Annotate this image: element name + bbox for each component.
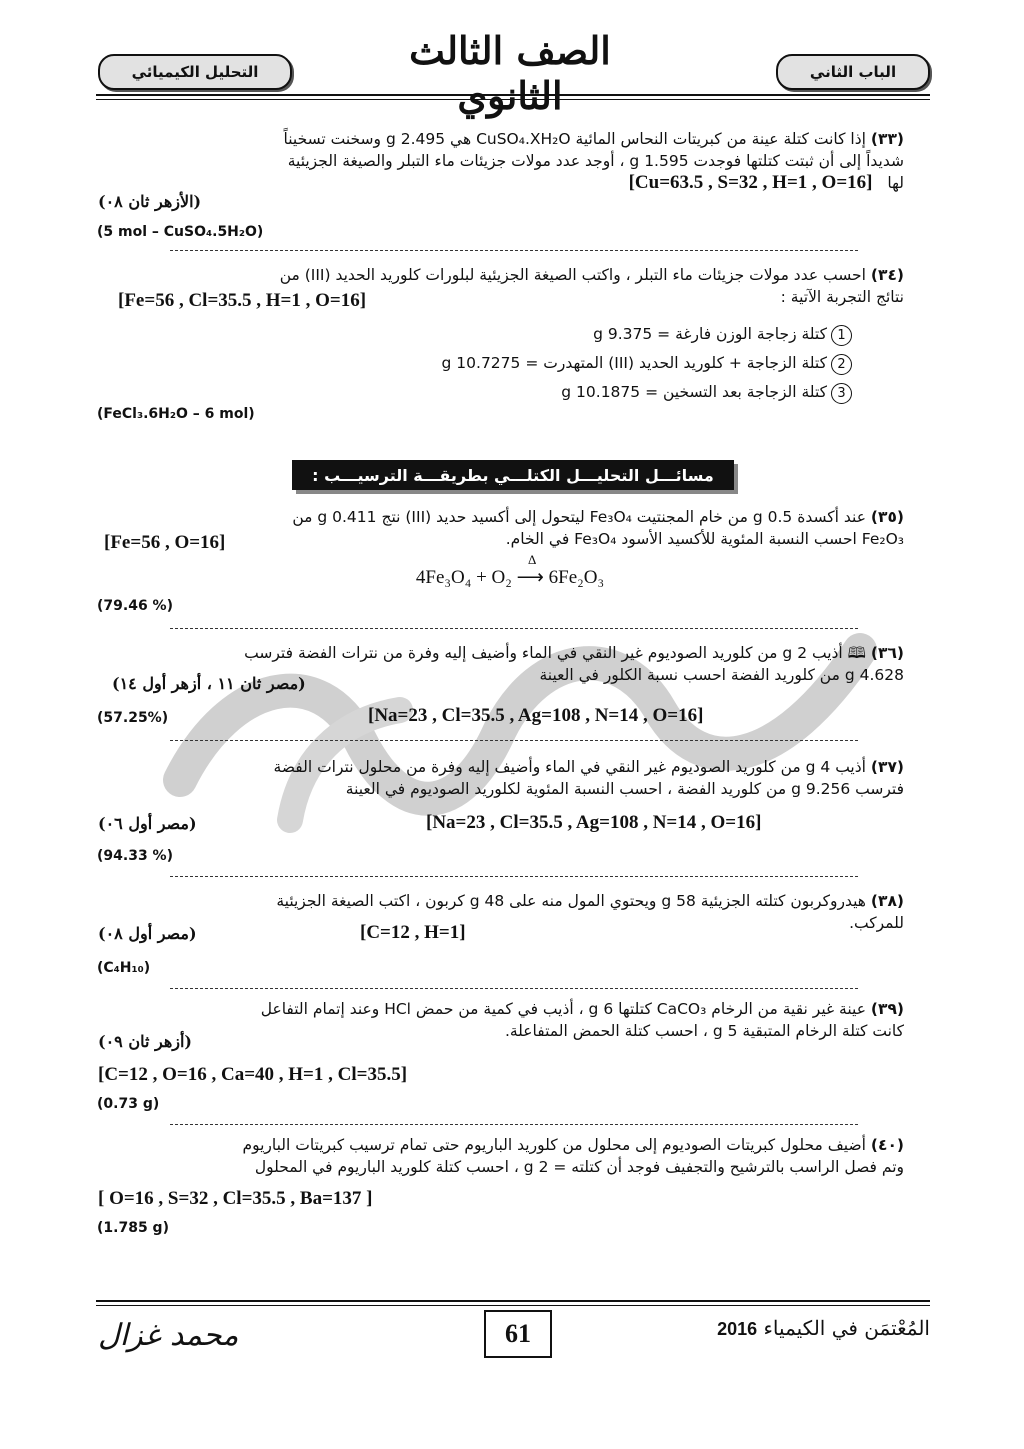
separator (170, 740, 858, 741)
question-text: شديداً إلى أن ثبتت كتلتها فوجدت 1.595 g ، أوجد عدد مولات جزيئات ماء التبلر والصيغة الجزيئية (287, 152, 904, 170)
subject-tab (98, 54, 292, 90)
question-text: احسب عدد مولات جزيئات ماء التبلر ، واكتب الصيغة الجزيئية لبلورات كلوريد الحديد (III) من (279, 266, 866, 284)
question-text: وتم فصل الراسب بالترشيح والتجفيف فوجد أن كتلته = 2 g ، احسب كتلة كلوريد الباريوم في المحلول (254, 1158, 904, 1176)
atomic-masses: [Fe=56 , Cl=35.5 , H=1 , O=16] (118, 290, 367, 311)
question-text: أذيب 4 g من كلوريد الصوديوم غير النقي في الماء وأضيف إليه وفرة من محلول نترات الفضة (273, 758, 866, 776)
header-rule-2 (96, 99, 930, 100)
question-number: (٣٥) (870, 508, 904, 526)
atomic-masses: [C=12 , H=1] (360, 922, 466, 943)
question-text: عند أكسدة 0.5 g من خام المجنتيت Fe₃O₄ ليتحول إلى أكسيد حديد (III) نتج 0.411 g من (292, 508, 866, 526)
answer: (C₄H₁₀) (97, 960, 151, 976)
footer-rule-2 (96, 1305, 930, 1306)
answer: (FeCl₃.6H₂O – 6 mol) (97, 406, 255, 422)
book-icon: 🕮 (847, 644, 866, 662)
atomic-masses: [ O=16 , S=32 , Cl=35.5 , Ba=137 ] (98, 1188, 373, 1209)
question-number: (٣٣) (870, 130, 904, 148)
author-signature: محمد غزال (98, 1318, 239, 1353)
list-item: 2كتلة الزجاجة + كلوريد الحديد (III) المتهدرت = 10.7275 g (442, 349, 852, 378)
exam-source: (مصر أول ٠٨) (98, 924, 197, 943)
question-35 (114, 506, 904, 550)
question-38 (114, 890, 904, 934)
question-39 (114, 998, 904, 1042)
separator (170, 250, 858, 251)
question-text: لها (887, 174, 904, 192)
atomic-masses: [Cu=63.5 , S=32 , H=1 , O=16] (628, 172, 873, 193)
header-rule (96, 94, 930, 96)
question-text: فترسب 9.256 g من كلوريد الفضة ، احسب النسبة المئوية لكلوريد الصوديوم في العينة (345, 780, 904, 798)
question-text: 4.628 g من كلوريد الفضة احسب نسبة الكلور في العينة (539, 666, 904, 684)
atomic-masses: [C=12 , O=16 , Ca=40 , H=1 , Cl=35.5] (98, 1064, 408, 1085)
equation-text: 4Fe₃O₄ + O₂ ⟶ 6Fe₂O₃ (415, 567, 605, 588)
answer: (1.785 g) (97, 1220, 169, 1236)
brand-year: 2016 (717, 1319, 758, 1339)
question-40 (114, 1134, 904, 1178)
page-number: 61 (484, 1310, 552, 1358)
page-title: الصف الثالث الثانوي (409, 28, 611, 118)
list-item: 3كتلة الزجاجة بعد التسخين = 10.1875 g (442, 378, 852, 407)
separator (170, 876, 858, 877)
question-text: نتائج التجربة الآتية : (780, 288, 904, 306)
chapter-tab-label: الباب الثاني (809, 63, 897, 81)
question-text: أذيب 2 g من كلوريد الصوديوم غير النقي في الماء وأضيف إليه وفرة من نترات الفضة فترسب (244, 644, 843, 662)
question-number: (٤٠) (870, 1136, 904, 1154)
question-number: (٣٤) (870, 266, 904, 284)
heat-symbol: Δ (528, 552, 537, 567)
question-text: أضيف محلول كبريتات الصوديوم إلى محلول من كلوريد الباريوم حتى تمام ترسيب كبريتات الباريوم (242, 1136, 866, 1154)
question-text: هيدروكربون كتلته الجزيئية 58 g ويحتوي المول منه على 48 g كربون ، اكتب الصيغة الجزيئية (276, 892, 866, 910)
question-text: عينة غير نقية من الرخام CaCO₃ كتلتها 6 g ، أذيب في كمية من حمض HCl وعند إتمام التفاعل (260, 1000, 866, 1018)
subject-tab-label: التحليل الكيميائي (131, 63, 259, 81)
atomic-masses: [Fe=56 , O=16] (104, 532, 226, 553)
answer: (57.25%) (97, 710, 169, 726)
question-number: (٣٧) (870, 758, 904, 776)
separator (170, 988, 858, 989)
data-list (442, 320, 852, 407)
question-number: (٣٨) (870, 892, 904, 910)
brand-name: المُعْتمَن في الكيمياء (763, 1316, 930, 1340)
exam-source: (مصر ثان ١١ ، أزهر أول ١٤) (112, 674, 306, 693)
chemical-equation (340, 552, 680, 589)
answer: (79.46 %) (97, 598, 173, 614)
chapter-tab (776, 54, 930, 90)
answer: (5 mol – CuSO₄.5H₂O) (97, 224, 264, 240)
exam-source: (مصر أول ٠٦) (98, 814, 197, 833)
question-text: للمركب. (849, 914, 904, 932)
separator (170, 1124, 858, 1125)
separator (170, 628, 858, 629)
question-number: (٣٦) (870, 644, 904, 662)
question-33 (114, 128, 904, 194)
question-number: (٣٩) (870, 1000, 904, 1018)
question-text: إذا كانت كتلة عينة من كبريتات النحاس المائية CuSO₄.XH₂O هي 2.495 g وسخنت تسخيناً (283, 130, 866, 148)
atomic-masses: [Na=23 , Cl=35.5 , Ag=108 , N=14 , O=16] (368, 705, 704, 726)
question-text: كانت كتلة الرخام المتبقية 5 g ، احسب كتلة الحمض المتفاعلة. (504, 1022, 904, 1040)
answer: (0.73 g) (97, 1096, 160, 1112)
list-item: 1كتلة زجاجة الوزن فارغة = 9.375 g (442, 320, 852, 349)
exam-source: (الأزهر ثان ٠٨) (98, 192, 202, 211)
section-heading: مسائـــل التحليـــل الكتلـــي بطريقـــة الترسيـــب : (292, 460, 734, 490)
atomic-masses: [Na=23 , Cl=35.5 , Ag=108 , N=14 , O=16] (426, 812, 762, 833)
question-text: Fe₂O₃ احسب النسبة المئوية للأكسيد الأسود Fe₃O₄ في الخام. (505, 530, 904, 548)
exam-source: (أزهر ثان ٠٩) (98, 1032, 192, 1051)
footer-rule (96, 1300, 930, 1302)
answer: (94.33 %) (97, 848, 173, 864)
question-37 (114, 756, 904, 800)
book-brand (700, 1316, 930, 1340)
